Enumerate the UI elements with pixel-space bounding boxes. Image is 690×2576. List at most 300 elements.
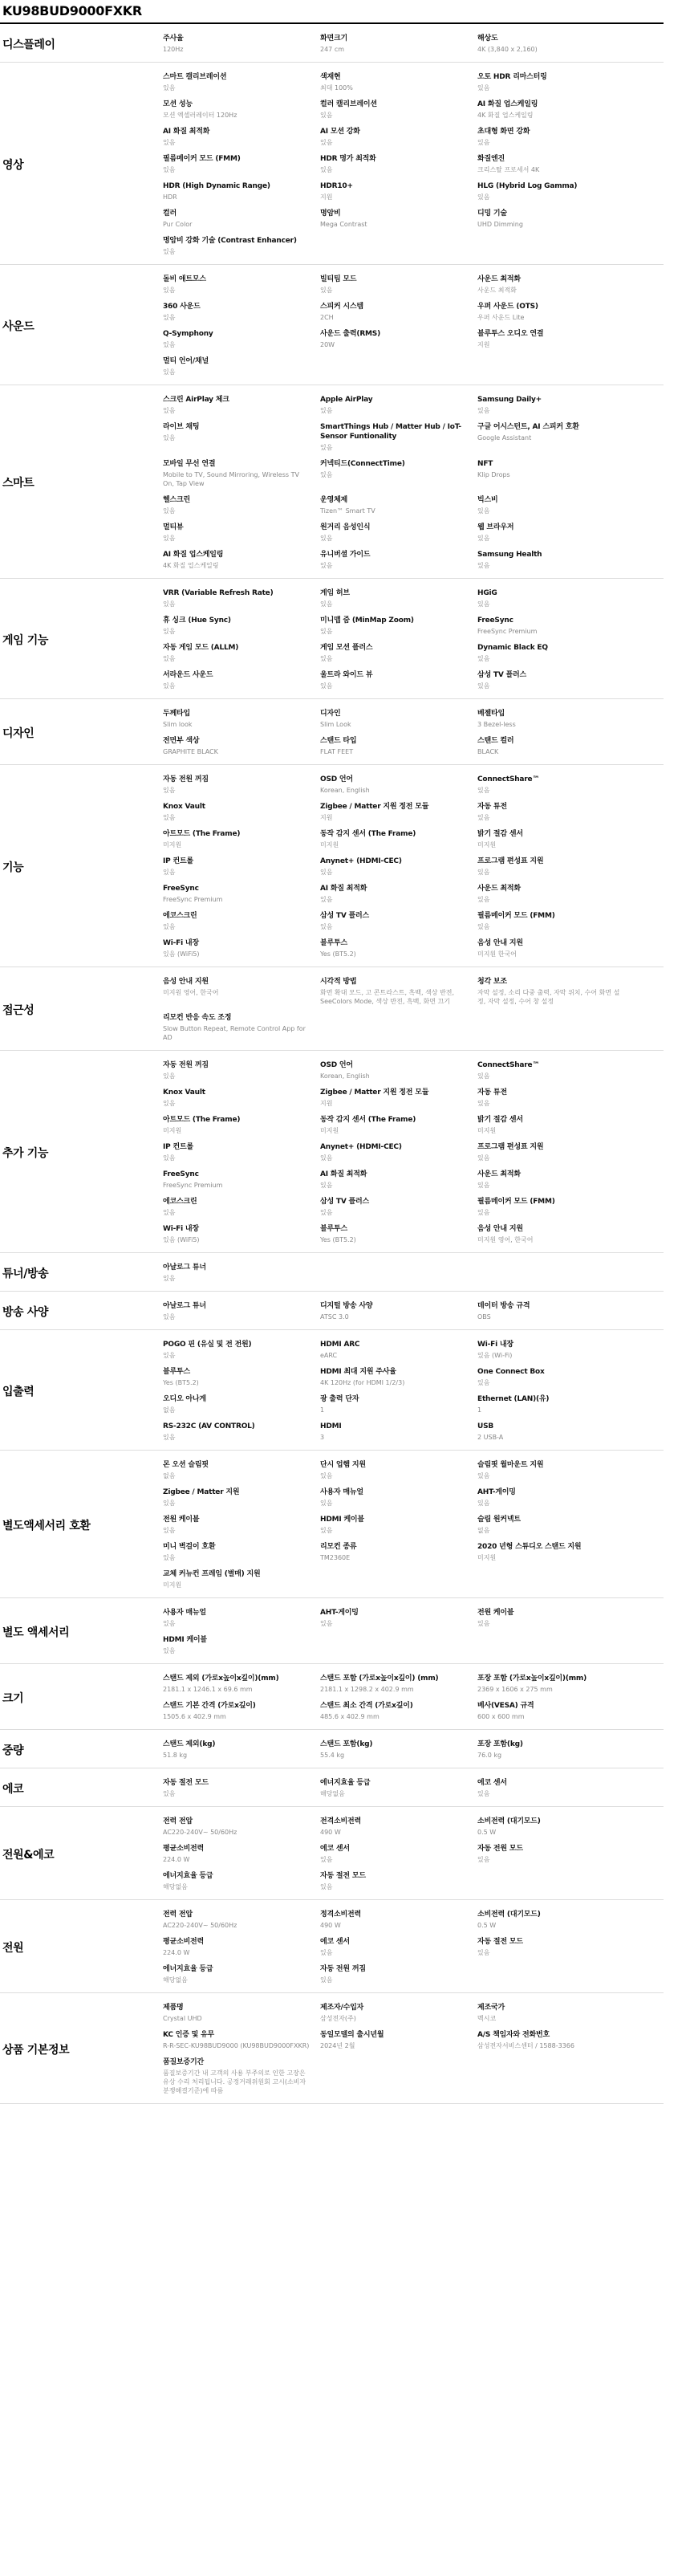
spec-item	[477, 775, 635, 795]
spec-item	[320, 127, 477, 147]
spec-value: 0.5 W	[477, 1829, 497, 1836]
spec-item	[320, 1778, 477, 1798]
spec-grid	[163, 1301, 664, 1321]
spec-value: 해당없음	[163, 1976, 188, 1984]
spec-label: 명암비	[320, 210, 341, 218]
spec-item	[320, 1871, 477, 1891]
spec-section	[0, 24, 664, 63]
spec-item	[320, 1340, 477, 1360]
spec-item	[163, 329, 320, 349]
spec-item	[163, 911, 320, 931]
spec-section	[0, 1730, 664, 1768]
spec-value: 있음	[477, 1072, 490, 1080]
spec-item	[477, 911, 635, 931]
spec-label: HDMI	[320, 1422, 342, 1430]
spec-value: 우퍼 사운드 Lite	[477, 314, 525, 321]
spec-label: 베젤타입	[477, 710, 505, 718]
spec-label: 전원 케이블	[163, 1516, 200, 1524]
spec-item	[163, 1422, 320, 1442]
spec-label: Anynet+ (HDMI-CEC)	[320, 1143, 402, 1151]
spec-item	[163, 1778, 320, 1798]
spec-value: 0.5 W	[477, 1922, 497, 1929]
spec-label: 유니버셜 가이드	[320, 551, 371, 559]
spec-label: AI 화질 최적화	[163, 128, 210, 136]
spec-value: 지원	[477, 341, 490, 348]
spec-label: AI 화질 업스케일링	[163, 551, 224, 559]
spec-item	[320, 643, 477, 663]
spec-value: R-R-SEC-KU98BUD9000 (KU98BUD9000FXKR)	[163, 2042, 310, 2049]
spec-grid	[163, 72, 664, 256]
spec-value: 있음	[477, 1949, 490, 1956]
spec-value: Mega Contrast	[320, 221, 367, 228]
spec-value: 있음	[320, 444, 333, 451]
spec-label: 원거리 음성인식	[320, 523, 371, 531]
spec-item	[477, 616, 635, 636]
spec-item	[477, 643, 635, 663]
spec-value: 있음	[163, 1527, 176, 1534]
spec-value: 있음	[477, 1856, 490, 1863]
spec-value: 490 W	[320, 1922, 341, 1929]
spec-value: 있음	[320, 1209, 333, 1216]
spec-label: 사용자 매뉴얼	[163, 1609, 206, 1617]
spec-label: HDMI ARC	[320, 1341, 360, 1349]
spec-value: 있음	[163, 1100, 176, 1107]
spec-item	[477, 1170, 635, 1190]
spec-item	[320, 1844, 477, 1864]
spec-item	[320, 1817, 477, 1837]
spec-item	[477, 1224, 635, 1244]
spec-value: 있음	[477, 1790, 490, 1797]
spec-item	[320, 1487, 477, 1508]
spec-value: Slim Look	[320, 721, 351, 728]
spec-value: 있음	[320, 112, 333, 119]
spec-label: 포장 포함(kg)	[477, 1740, 523, 1748]
spec-label: 스탠드 제외(kg)	[163, 1740, 216, 1748]
spec-label: 자동 전원 꺼짐	[320, 1965, 366, 1973]
spec-label: 2020 년형 스튜디오 스탠드 지원	[477, 1543, 582, 1551]
spec-value: 지원	[320, 1100, 333, 1107]
spec-label: HDR (High Dynamic Range)	[163, 182, 270, 190]
spec-value: 미지원	[163, 841, 182, 848]
spec-value: 품질보증기간 내 고객의 사용 부주의로 인한 고장은 유상 수리 처리됩니다. 공정거래위원회 고시(소비자분쟁해결기준)에 따름	[163, 2069, 306, 2094]
spec-label: ConnectShare™	[477, 775, 540, 783]
section-title: 스마트	[2, 477, 34, 490]
spec-label: 게임 모션 플러스	[320, 644, 373, 652]
spec-value: GRAPHITE BLACK	[163, 748, 218, 755]
spec-value: 있음	[163, 682, 176, 690]
spec-value: 있음	[320, 655, 333, 662]
spec-label: 자동 절전 모드	[477, 1938, 523, 1946]
spec-item	[163, 100, 320, 120]
spec-value: 있음	[163, 287, 176, 294]
spec-value: 3 Bezel-less	[477, 721, 516, 728]
spec-value: 해당없음	[163, 1883, 188, 1890]
spec-item	[163, 1542, 320, 1562]
spec-value: 있음 (WiFi5)	[163, 950, 200, 958]
spec-item	[477, 802, 635, 822]
spec-value: 있음	[163, 84, 176, 92]
spec-label: 전원 케이블	[477, 1609, 514, 1617]
spec-value: 1	[477, 1406, 482, 1414]
spec-label: 에코 센서	[320, 1938, 350, 1946]
spec-label: 필름메이커 모드 (FMM)	[163, 155, 241, 163]
spec-label: 블루투스	[320, 939, 347, 947]
spec-label: 블루투스	[163, 1368, 190, 1376]
spec-value: 자막 설정, 소리 다중 출력, 자막 위치, 수어 화면 설정, 자막 설정, 수어 창 설정	[477, 989, 620, 1005]
spec-value: 있음	[320, 407, 333, 414]
spec-item	[477, 302, 635, 322]
spec-label: 자동 전원 모드	[477, 1845, 523, 1853]
spec-value: 76.0 kg	[477, 1752, 502, 1759]
spec-item	[163, 1515, 320, 1535]
spec-item	[163, 422, 320, 452]
spec-value: 있음 (WiFi5)	[163, 1236, 200, 1243]
spec-item	[320, 1701, 477, 1721]
spec-label: 색재현	[320, 73, 341, 81]
spec-label: 스탠드 타입	[320, 737, 357, 745]
spec-item	[163, 302, 320, 322]
spec-grid	[163, 775, 664, 958]
spec-value: 있음	[477, 1182, 490, 1189]
spec-item	[163, 2003, 320, 2023]
spec-label: HDMI 최대 지원 주사율	[320, 1368, 396, 1376]
spec-item	[477, 1088, 635, 1108]
spec-value: 모션 엑셀러레이터 120Hz	[163, 112, 237, 119]
spec-item	[163, 1142, 320, 1162]
spec-value: 최대 100%	[320, 84, 353, 92]
spec-item	[320, 1170, 477, 1190]
spec-label: ConnectShare™	[477, 1061, 540, 1069]
spec-label: 음성 안내 지원	[477, 939, 523, 947]
spec-item	[163, 523, 320, 543]
spec-label: 구글 어시스턴트, AI 스피커 호환	[477, 423, 579, 431]
spec-value: Tizen™ Smart TV	[320, 507, 375, 515]
spec-label: 모션 성능	[163, 100, 193, 108]
spec-item	[477, 395, 635, 415]
spec-item	[477, 34, 635, 54]
spec-item	[320, 1674, 477, 1694]
spec-value: Slim look	[163, 721, 193, 728]
spec-label: 사운드 최적화	[477, 1170, 521, 1178]
spec-label: 미니 벽걸이 호환	[163, 1543, 216, 1551]
spec-item	[477, 709, 635, 729]
spec-value: 미지원	[163, 1581, 182, 1589]
spec-label: IP 컨트롤	[163, 1143, 193, 1151]
spec-item	[477, 1142, 635, 1162]
spec-value: 미지원	[477, 1127, 497, 1134]
spec-item	[320, 1115, 477, 1135]
section-title: 상품 기본정보	[2, 2043, 70, 2057]
spec-section	[0, 1993, 664, 2104]
spec-label: Wi-Fi 내장	[163, 939, 199, 947]
spec-label: 자동 튜전	[477, 1089, 507, 1097]
spec-label: 울트라 와이드 뷰	[320, 671, 373, 679]
spec-label: 슬림핏 월마운트 지원	[477, 1461, 544, 1469]
spec-value: 있음	[477, 1100, 490, 1107]
spec-item	[477, 181, 635, 201]
spec-value: 있음	[477, 507, 490, 515]
spec-value: 51.8 kg	[163, 1752, 188, 1759]
spec-grid	[163, 1778, 664, 1798]
spec-value: 미지원 영어, 한국어	[163, 989, 219, 996]
spec-value: Slow Button Repeat, Remote Control App for AD	[163, 1025, 306, 1041]
spec-item	[477, 275, 635, 295]
spec-label: POGO 핀 (유실 및 전 전원)	[163, 1341, 252, 1349]
spec-item	[163, 2030, 320, 2050]
spec-section	[0, 967, 664, 1051]
spec-label: 에코 센서	[320, 1845, 350, 1853]
spec-item	[163, 802, 320, 822]
spec-label: 우퍼 사운드 (OTS)	[477, 303, 538, 311]
spec-item	[163, 209, 320, 229]
spec-value: 있음	[320, 896, 333, 903]
spec-label: HDMI 케이블	[320, 1516, 364, 1524]
spec-label: 자동 게임 모드 (ALLM)	[163, 644, 239, 652]
spec-label: 에너지효율 등급	[163, 1965, 213, 1973]
spec-label: 오토 HDR 리마스터링	[477, 73, 547, 81]
spec-item	[477, 1542, 635, 1562]
spec-label: 운영체제	[320, 496, 347, 504]
spec-item	[163, 34, 320, 54]
spec-item	[163, 643, 320, 663]
spec-value: 1	[320, 1406, 325, 1414]
spec-label: 음성 안내 지원	[163, 978, 209, 986]
spec-value: 있음	[163, 1352, 176, 1359]
section-title: 별도 액세서리	[2, 1626, 70, 1639]
section-title: 방송 사양	[2, 1305, 48, 1319]
spec-value: 있음	[320, 1182, 333, 1189]
spec-label: 제조자/수입자	[320, 2004, 364, 2012]
spec-item	[477, 2003, 635, 2023]
spec-item	[477, 1515, 635, 1535]
spec-value: 있음	[320, 1856, 333, 1863]
spec-label: 동작 감지 센서 (The Frame)	[320, 830, 416, 838]
spec-label: 디밍 기술	[477, 210, 507, 218]
spec-section	[0, 1330, 664, 1451]
spec-section	[0, 579, 664, 699]
spec-item	[477, 1910, 635, 1930]
spec-table	[0, 24, 664, 2104]
spec-value: 120Hz	[163, 46, 184, 53]
spec-item	[477, 1301, 635, 1321]
spec-label: 몬 오션 슬림핏	[163, 1461, 209, 1469]
spec-item	[477, 1340, 635, 1360]
spec-item	[163, 1394, 320, 1414]
spec-grid	[163, 2003, 664, 2095]
section-title: 전원	[2, 1941, 24, 1955]
spec-item	[163, 829, 320, 849]
spec-item	[320, 736, 477, 756]
spec-grid	[163, 275, 664, 376]
spec-item	[477, 2030, 635, 2050]
spec-item	[477, 154, 635, 174]
spec-value: 있음	[163, 368, 176, 376]
spec-label: 전면부 색상	[163, 737, 200, 745]
spec-label: 제조국가	[477, 2004, 505, 2012]
spec-item	[320, 2030, 477, 2050]
spec-item	[320, 1937, 477, 1957]
spec-item	[477, 857, 635, 877]
spec-item	[477, 100, 635, 120]
spec-label: 에너지효율 등급	[163, 1872, 213, 1880]
spec-label: 밝기 절감 센서	[477, 1116, 523, 1124]
spec-label: NFT	[477, 460, 493, 468]
spec-value: 있음	[320, 600, 333, 608]
spec-value: 멕시코	[477, 2015, 497, 2022]
spec-item	[477, 1115, 635, 1135]
spec-item	[477, 209, 635, 229]
spec-label: 자동 절전 모드	[163, 1779, 209, 1787]
spec-item	[477, 1740, 635, 1760]
spec-section	[0, 1292, 664, 1330]
spec-label: 초대형 화면 강화	[477, 128, 530, 136]
spec-label: 멀티 언어/채널	[163, 357, 209, 365]
spec-value: Mobile to TV, Sound Mirroring, Wireless TV On, Tap View	[163, 471, 299, 487]
spec-item	[320, 2003, 477, 2023]
spec-label: Q-Symphony	[163, 330, 213, 338]
spec-value: 있음	[320, 628, 333, 635]
spec-label: Zigbee / Matter 지원	[163, 1488, 240, 1496]
spec-value: 2 USB-A	[477, 1434, 504, 1441]
spec-value: 600 x 600 mm	[477, 1713, 525, 1720]
section-title: 접근성	[2, 1003, 34, 1017]
spec-item	[320, 1367, 477, 1387]
spec-item	[477, 1394, 635, 1414]
spec-value: 있음	[163, 1154, 176, 1162]
spec-label: 광 출력 단자	[320, 1395, 359, 1403]
spec-grid	[163, 1460, 664, 1589]
spec-label: 소비전력 (대기모드)	[477, 1817, 541, 1825]
spec-label: 스피커 시스템	[320, 303, 363, 311]
spec-section	[0, 765, 664, 967]
spec-item	[163, 356, 320, 376]
spec-label: 스탠드 포함 (가로x높이x깊이) (mm)	[320, 1675, 439, 1683]
spec-section	[0, 265, 664, 385]
spec-value: Klip Drops	[477, 471, 510, 478]
spec-label: 자동 전원 꺼짐	[163, 1061, 209, 1069]
spec-value: 있음	[477, 655, 490, 662]
spec-value: 미지원 한국어	[477, 950, 517, 958]
spec-item	[477, 1674, 635, 1694]
spec-item	[320, 495, 477, 515]
spec-item	[163, 1844, 320, 1864]
spec-label: 컬러 캘리브레이션	[320, 100, 377, 108]
spec-item	[320, 34, 477, 54]
spec-item	[163, 181, 320, 201]
spec-label: One Connect Box	[477, 1368, 545, 1376]
spec-value: Pur Color	[163, 221, 193, 228]
spec-item	[163, 736, 320, 756]
spec-label: HLG (Hybrid Log Gamma)	[477, 182, 578, 190]
spec-label: 서라운드 사운드	[163, 671, 213, 679]
spec-value: 4K 화질 업스케일링	[477, 112, 534, 119]
spec-item	[320, 181, 477, 201]
spec-value: 있음	[320, 1500, 333, 1507]
spec-grid	[163, 1817, 664, 1891]
spec-label: Anynet+ (HDMI-CEC)	[320, 857, 402, 865]
spec-label: HDR 명가 최적화	[320, 155, 376, 163]
section-title: 추가 기능	[2, 1146, 48, 1160]
spec-value: 해당없음	[320, 1790, 345, 1797]
spec-item	[477, 72, 635, 92]
spec-value: 있음	[477, 600, 490, 608]
spec-value: 있음	[477, 1500, 490, 1507]
spec-item	[477, 938, 635, 958]
spec-item	[163, 1115, 320, 1135]
spec-item	[320, 1740, 477, 1760]
spec-value: 55.4 kg	[320, 1752, 345, 1759]
spec-value: 있음	[163, 600, 176, 608]
spec-item	[477, 736, 635, 756]
spec-value: 지원	[320, 814, 333, 821]
spec-label: 사운드 최적화	[477, 275, 521, 283]
spec-value: 있음	[320, 166, 333, 173]
spec-label: 품질보증기간	[163, 2058, 204, 2066]
spec-value: 미지원	[477, 841, 497, 848]
spec-value: 미지원	[320, 1127, 339, 1134]
spec-label: 삼성 TV 플러스	[320, 1198, 370, 1206]
spec-label: 자동 절전 모드	[320, 1872, 366, 1880]
spec-value: 크리스탈 프로세서 4K	[477, 166, 540, 173]
spec-value: 있음	[477, 407, 490, 414]
spec-value: 삼성전자(주)	[320, 2015, 356, 2022]
spec-section	[0, 385, 664, 579]
spec-label: 청각 보조	[477, 978, 507, 986]
spec-value: 490 W	[320, 1829, 341, 1836]
spec-item	[163, 1487, 320, 1508]
spec-value: 있음	[477, 1620, 490, 1627]
spec-value: 있음	[477, 1379, 490, 1386]
spec-item	[320, 523, 477, 543]
spec-item	[320, 1910, 477, 1930]
spec-value: OBS	[477, 1313, 491, 1321]
spec-label: 슬림 원커넥트	[477, 1516, 521, 1524]
spec-item	[163, 1263, 320, 1283]
spec-label: 스탠드 최소 간격 (가로x깊이)	[320, 1702, 413, 1710]
spec-item	[320, 1142, 477, 1162]
spec-item	[163, 1817, 320, 1837]
spec-item	[477, 1197, 635, 1217]
spec-value: 없음	[163, 1472, 176, 1479]
spec-value: 있음	[320, 139, 333, 146]
spec-value: 있음	[163, 1620, 176, 1627]
spec-label: 삼성 TV 플러스	[477, 671, 527, 679]
spec-value: 있음	[477, 787, 490, 794]
spec-label: 전력 전압	[163, 1817, 193, 1825]
spec-item	[320, 1060, 477, 1080]
spec-value: 4K 화질 업스케일링	[163, 562, 219, 569]
spec-label: 소비전력 (대기모드)	[477, 1911, 541, 1919]
spec-value: 224.0 W	[163, 1856, 190, 1863]
section-title: 튜너/방송	[2, 1267, 49, 1280]
spec-item	[477, 1460, 635, 1480]
spec-item	[163, 1088, 320, 1108]
spec-value: 4K (3,840 x 2,160)	[477, 46, 538, 53]
spec-item	[163, 1060, 320, 1080]
spec-value: 있음	[477, 1154, 490, 1162]
spec-item	[320, 1422, 477, 1442]
spec-section	[0, 1664, 664, 1730]
spec-value: 있음	[477, 562, 490, 569]
spec-label: AI 화질 업스케일링	[477, 100, 538, 108]
spec-item	[163, 1964, 320, 1984]
spec-value: 있음	[163, 1275, 176, 1282]
spec-grid	[163, 395, 664, 570]
spec-value: Google Assistant	[477, 434, 532, 442]
spec-value: 있음	[320, 869, 333, 876]
spec-label: Zigbee / Matter 지원 정전 모듈	[320, 1089, 429, 1097]
spec-grid	[163, 977, 664, 1042]
